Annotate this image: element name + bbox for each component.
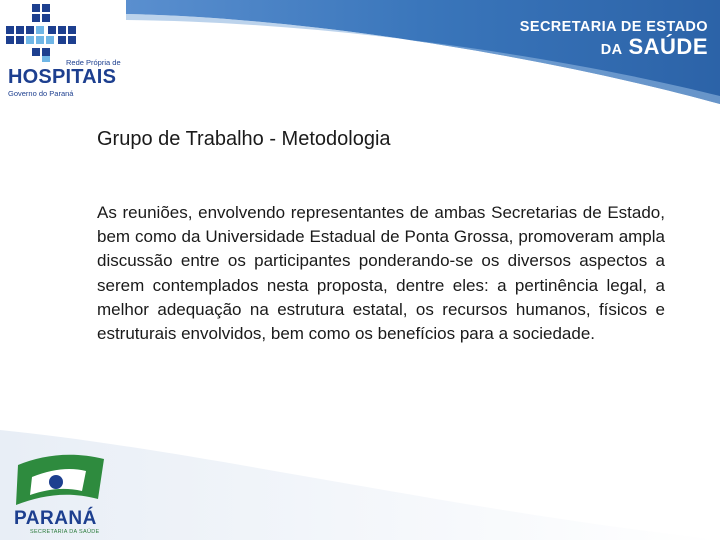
- hospitais-logo: [0, 0, 126, 104]
- footer-state-name: PARANÁ: [14, 508, 97, 529]
- agency-title-line1: SECRETARIA DE ESTADO: [519, 19, 708, 35]
- hospital-cross-grid-icon: [6, 4, 78, 64]
- slide-body: As reuniões, envolvendo representantes de ambas Secretarias de Estado, bem como da Universidade Estadual de Ponta Grossa, promoveram ampla discussão entre os participantes ponderando-se os diversos aspectos a serem contemplados nesta proposta, dentre eles: a pertinência legal, a melhor adequação na estrutura estatal, os recursos humanos, físicos e estruturais envolvidos, bem como os benefícios para a sociedade.: [97, 203, 665, 344]
- logo-government: Governo do Paraná: [8, 89, 74, 98]
- footer-subtitle: SECRETARIA DA SAÚDE: [30, 529, 100, 535]
- logo-subtitle: Rede Própria de: [66, 58, 121, 67]
- logo-name: HOSPITAIS: [8, 66, 117, 88]
- slide-title: Grupo de Trabalho - Metodologia: [97, 128, 391, 150]
- agency-saude: SAÚDE: [628, 34, 708, 59]
- agency-da: DA: [600, 42, 623, 58]
- agency-title-line2: [601, 36, 708, 58]
